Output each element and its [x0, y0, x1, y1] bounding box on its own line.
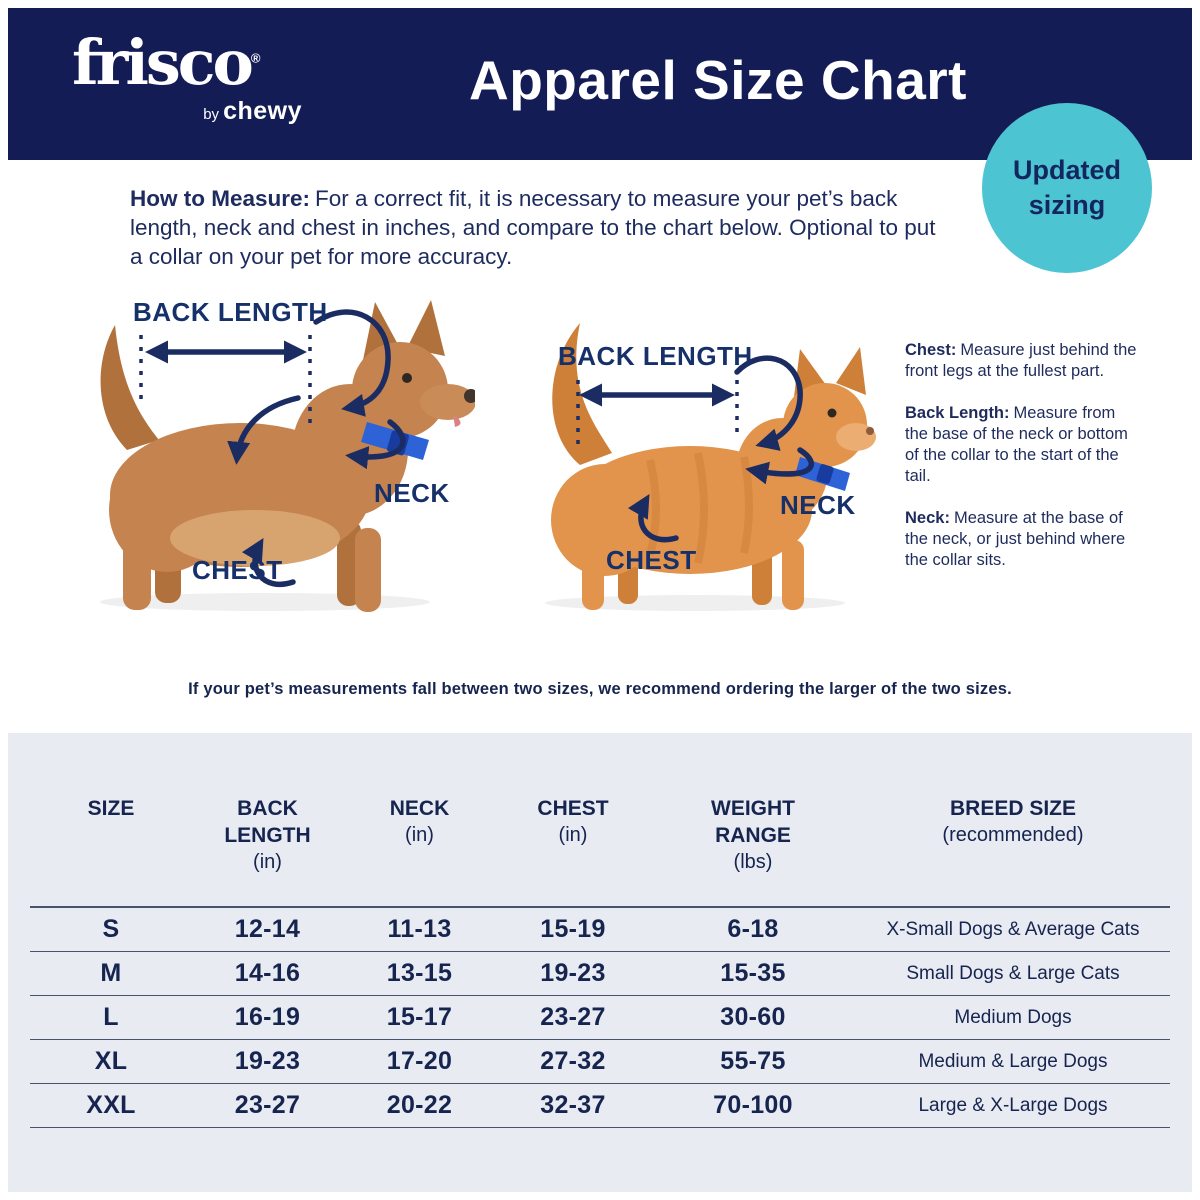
chewy-wordmark: chewy — [223, 97, 302, 126]
column-header-breed-size — [856, 795, 1170, 849]
cell-weight: 6-18 — [727, 915, 779, 943]
table-row-xxl — [30, 1084, 1170, 1128]
brand-name: frisco — [72, 26, 251, 99]
size-table-section — [8, 733, 1192, 1192]
byline-prefix: by — [203, 106, 220, 124]
registered-mark: ® — [250, 50, 261, 66]
cell-neck: 20-22 — [386, 1091, 453, 1119]
chewy-byline — [72, 97, 312, 126]
cell-chest: 27-32 — [540, 1047, 606, 1075]
column-header-weight-range-label: WEIGHT RANGE — [711, 797, 795, 847]
frisco-logo — [72, 26, 312, 126]
table-row-xl — [30, 1040, 1170, 1084]
column-header-weight-range — [650, 795, 856, 876]
column-header-chest-label: CHEST — [537, 797, 609, 820]
cell-neck: 17-20 — [386, 1047, 453, 1075]
column-header-breed-size-label: BREED SIZE — [949, 797, 1077, 820]
column-header-weight-range-unit: (lbs) — [733, 851, 773, 873]
column-header-chest-unit: (in) — [558, 824, 588, 846]
chest-definition-text: Measure just behind the front legs at the fullest part. — [905, 341, 1137, 380]
cell-breed: Small Dogs & Large Cats — [906, 962, 1120, 984]
table-row-m — [30, 952, 1170, 996]
neck-definition-term: Neck: — [905, 509, 950, 527]
cell-weight: 70-100 — [713, 1091, 793, 1119]
back-length-definition-text: Measure from the base of the neck or bottom of the collar to the start of the tail. — [905, 404, 1128, 485]
how-to-measure-body: For a correct fit, it is necessary to measure your pet’s back length, neck and chest in inches, and compare to the chart below. Optional to put a collar on your pet for more accuracy. — [130, 186, 936, 269]
chest-definition-term: Chest: — [905, 341, 957, 359]
cat-neck-label: NECK — [780, 490, 856, 520]
column-header-back-length-unit: (in) — [253, 851, 282, 873]
dog-withers-arrow — [237, 398, 298, 458]
column-header-breed-size-unit: (recommended) — [942, 824, 1084, 846]
neck-definition-text: Measure at the base of the neck, or just behind where the collar sits. — [905, 509, 1126, 569]
cell-back-length: 16-19 — [234, 1003, 301, 1031]
cell-back-length: 23-27 — [234, 1091, 301, 1119]
cell-neck: 11-13 — [387, 915, 452, 943]
cat-chest-label: CHEST — [606, 545, 697, 575]
column-header-size-label: SIZE — [87, 797, 135, 820]
cell-weight: 30-60 — [720, 1003, 786, 1031]
cell-neck: 13-15 — [386, 959, 453, 987]
measurement-arrows-overlay — [0, 280, 1200, 640]
between-sizes-note: If your pet’s measurements fall between two sizes, we recommend ordering the larger of the two sizes. — [188, 680, 1012, 698]
how-to-measure-paragraph — [130, 184, 945, 271]
size-table — [30, 795, 1170, 1128]
column-header-back-length-label: BACK LENGTH — [224, 797, 311, 847]
cell-chest: 15-19 — [540, 915, 606, 943]
cell-size: L — [103, 1003, 119, 1031]
column-header-chest — [496, 795, 650, 849]
cat-neck-under-arrow — [752, 450, 811, 474]
cell-size: S — [102, 915, 120, 943]
cell-back-length: 14-16 — [234, 959, 301, 987]
cell-chest: 32-37 — [540, 1091, 606, 1119]
cell-size: XL — [94, 1047, 128, 1075]
cat-back-length-label: BACK LENGTH — [558, 341, 753, 371]
column-header-neck — [343, 795, 496, 849]
page-title: Apparel Size Chart — [468, 49, 967, 111]
cell-size: XXL — [86, 1091, 136, 1119]
cell-weight: 15-35 — [720, 959, 786, 987]
dog-neck-under-arrow — [352, 422, 403, 457]
cell-breed: Medium & Large Dogs — [918, 1050, 1108, 1072]
column-header-back-length — [192, 795, 343, 876]
cell-back-length: 12-14 — [234, 915, 301, 943]
column-header-neck-label: NECK — [389, 797, 450, 820]
cell-neck: 15-17 — [386, 1003, 453, 1031]
updated-sizing-badge: Updated sizing — [982, 103, 1152, 273]
how-to-measure-lead: How to Measure: — [130, 186, 311, 211]
cell-weight: 55-75 — [720, 1047, 786, 1075]
dog-chest-label: CHEST — [192, 555, 283, 585]
cat-chest-arrow — [641, 500, 676, 540]
cell-breed: Large & X-Large Dogs — [918, 1094, 1108, 1116]
cell-chest: 19-23 — [540, 959, 606, 987]
table-row-s — [30, 908, 1170, 952]
cell-chest: 23-27 — [540, 1003, 606, 1031]
dog-back-length-label: BACK LENGTH — [133, 297, 328, 327]
column-header-size — [30, 795, 192, 822]
back-length-definition-term: Back Length: — [905, 404, 1010, 422]
cell-breed: X-Small Dogs & Average Cats — [886, 918, 1140, 940]
column-header-neck-unit: (in) — [405, 824, 434, 846]
frisco-wordmark — [72, 26, 312, 99]
size-table-header-row — [30, 795, 1170, 908]
dog-neck-label: NECK — [374, 478, 450, 508]
table-row-l — [30, 996, 1170, 1040]
cell-size: M — [100, 959, 122, 987]
cell-back-length: 19-23 — [234, 1047, 301, 1075]
cell-breed: Medium Dogs — [954, 1006, 1072, 1028]
